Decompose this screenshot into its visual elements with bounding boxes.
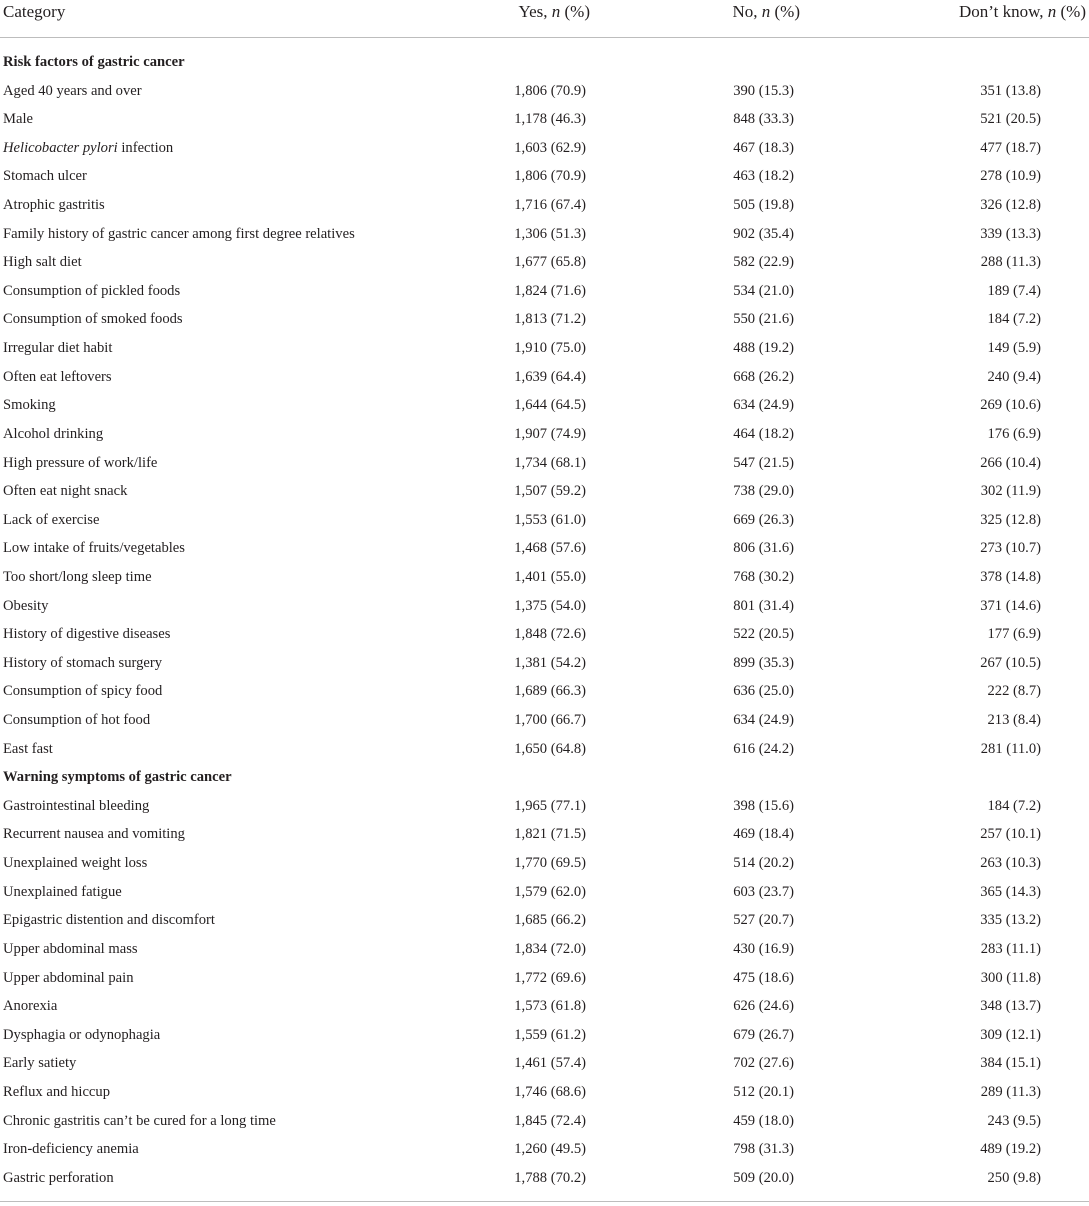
cell-no: 512 (20.1) — [733, 1083, 794, 1100]
cell-category: Often eat night snack — [3, 483, 128, 500]
cell-dont-know: 281 (11.0) — [980, 740, 1041, 757]
table-row — [0, 220, 1089, 249]
table-row — [0, 1049, 1089, 1078]
cell-category: Atrophic gastritis — [3, 197, 105, 214]
table-row — [0, 305, 1089, 334]
cell-category: Low intake of fruits/vegetables — [3, 540, 185, 557]
cell-dont-know: 273 (10.7) — [980, 540, 1041, 557]
cell-category: Upper abdominal mass — [3, 940, 138, 957]
cell-yes: 1,650 (64.8) — [514, 740, 586, 757]
cell-dont-know: 339 (13.3) — [980, 225, 1041, 242]
cell-dont-know: 283 (11.1) — [980, 940, 1041, 957]
cell-dont-know: 263 (10.3) — [980, 855, 1041, 872]
cell-dont-know: 489 (19.2) — [980, 1141, 1041, 1158]
cell-dont-know: 348 (13.7) — [980, 998, 1041, 1015]
cell-yes: 1,746 (68.6) — [514, 1083, 586, 1100]
table-row — [0, 792, 1089, 821]
cell-yes: 1,579 (62.0) — [514, 883, 586, 900]
cell-no: 626 (24.6) — [733, 998, 794, 1015]
cell-no: 463 (18.2) — [733, 168, 794, 185]
cell-no: 527 (20.7) — [733, 912, 794, 929]
table-row — [0, 849, 1089, 878]
cell-yes: 1,603 (62.9) — [514, 139, 586, 156]
cell-dont-know: 213 (8.4) — [987, 712, 1041, 729]
cell-no: 430 (16.9) — [733, 940, 794, 957]
cell-dont-know: 371 (14.6) — [980, 597, 1041, 614]
cell-yes: 1,848 (72.6) — [514, 626, 586, 643]
table-row — [0, 134, 1089, 163]
cell-no: 469 (18.4) — [733, 826, 794, 843]
cell-no: 899 (35.3) — [733, 654, 794, 671]
cell-no: 509 (20.0) — [733, 1169, 794, 1186]
cell-category: Lack of exercise — [3, 511, 100, 528]
cell-dont-know: 189 (7.4) — [987, 282, 1041, 299]
table-row — [0, 477, 1089, 506]
cell-category: Gastrointestinal bleeding — [3, 797, 150, 814]
cell-category: East fast — [3, 740, 53, 757]
cell-yes: 1,306 (51.3) — [514, 225, 586, 242]
header-yes: Yes, n (%) — [518, 2, 590, 21]
cell-dont-know: 326 (12.8) — [980, 197, 1041, 214]
cell-no: 702 (27.6) — [733, 1055, 794, 1072]
table-row — [0, 1078, 1089, 1107]
cell-dont-know: 222 (8.7) — [987, 683, 1041, 700]
cell-category: Smoking — [3, 397, 56, 414]
cell-category: History of digestive diseases — [3, 626, 171, 643]
cell-no: 475 (18.6) — [733, 969, 794, 986]
cell-dont-know: 325 (12.8) — [980, 511, 1041, 528]
section-header-row — [0, 763, 1089, 792]
cell-category: Upper abdominal pain — [3, 969, 134, 986]
cell-yes: 1,834 (72.0) — [514, 940, 586, 957]
cell-category: Consumption of hot food — [3, 712, 151, 729]
cell-category: Iron-deficiency anemia — [3, 1141, 139, 1158]
table-row — [0, 935, 1089, 964]
table-row — [0, 592, 1089, 621]
cell-dont-know: 257 (10.1) — [980, 826, 1041, 843]
cell-category: Dysphagia or odynophagia — [3, 1026, 161, 1043]
cell-yes: 1,821 (71.5) — [514, 826, 586, 843]
cell-no: 738 (29.0) — [733, 483, 794, 500]
header-divider — [0, 37, 1089, 38]
cell-category: Male — [3, 111, 33, 128]
cell-yes: 1,639 (64.4) — [514, 368, 586, 385]
cell-no: 668 (26.2) — [733, 368, 794, 385]
cell-category: Obesity — [3, 597, 49, 614]
cell-category: Consumption of spicy food — [3, 683, 163, 700]
cell-yes: 1,553 (61.0) — [514, 511, 586, 528]
cell-no: 534 (21.0) — [733, 282, 794, 299]
cell-no: 464 (18.2) — [733, 425, 794, 442]
cell-yes: 1,689 (66.3) — [514, 683, 586, 700]
table-row — [0, 906, 1089, 935]
table-header — [0, 0, 1089, 37]
cell-yes: 1,685 (66.2) — [514, 912, 586, 929]
table-row — [0, 820, 1089, 849]
cell-yes: 1,716 (67.4) — [514, 197, 586, 214]
cell-dont-know: 184 (7.2) — [987, 311, 1041, 328]
cell-dont-know: 149 (5.9) — [987, 340, 1041, 357]
cell-category: Stomach ulcer — [3, 168, 87, 185]
cell-yes: 1,806 (70.9) — [514, 82, 586, 99]
table-row — [0, 449, 1089, 478]
cell-category: Consumption of pickled foods — [3, 282, 181, 299]
header-dont-know: Don’t know, n (%) — [958, 2, 1086, 21]
cell-yes: 1,907 (74.9) — [514, 425, 586, 442]
cell-no: 669 (26.3) — [733, 511, 794, 528]
cell-dont-know: 289 (11.3) — [980, 1083, 1041, 1100]
cell-no: 467 (18.3) — [733, 139, 794, 156]
cell-yes: 1,677 (65.8) — [514, 254, 586, 271]
table-row — [0, 363, 1089, 392]
cell-dont-know: 384 (15.1) — [980, 1055, 1041, 1072]
cell-dont-know: 351 (13.8) — [980, 82, 1041, 99]
table-row — [0, 735, 1089, 764]
table-row — [0, 506, 1089, 535]
cell-no: 616 (24.2) — [733, 740, 794, 757]
cell-no: 550 (21.6) — [733, 311, 794, 328]
cell-category: Often eat leftovers — [3, 368, 112, 385]
table-row — [0, 334, 1089, 363]
cell-yes: 1,910 (75.0) — [514, 340, 586, 357]
cell-no: 634 (24.9) — [733, 397, 794, 414]
cell-yes: 1,806 (70.9) — [514, 168, 586, 185]
table-row — [0, 992, 1089, 1021]
table-row — [0, 878, 1089, 907]
cell-no: 848 (33.3) — [733, 111, 794, 128]
cell-yes: 1,468 (57.6) — [514, 540, 586, 557]
cell-yes: 1,772 (69.6) — [514, 969, 586, 986]
cell-no: 547 (21.5) — [733, 454, 794, 471]
table-row — [0, 420, 1089, 449]
cell-category: Irregular diet habit — [3, 340, 113, 357]
cell-dont-know: 240 (9.4) — [987, 368, 1041, 385]
cell-dont-know: 365 (14.3) — [980, 883, 1041, 900]
table-row — [0, 649, 1089, 678]
cell-dont-know: 243 (9.5) — [987, 1112, 1041, 1129]
cell-yes: 1,178 (46.3) — [514, 111, 586, 128]
cell-dont-know: 378 (14.8) — [980, 568, 1041, 585]
table-row — [0, 191, 1089, 220]
cell-yes: 1,573 (61.8) — [514, 998, 586, 1015]
cell-category: Chronic gastritis can’t be cured for a long time — [3, 1112, 276, 1129]
cell-yes: 1,734 (68.1) — [514, 454, 586, 471]
cell-yes: 1,461 (57.4) — [514, 1055, 586, 1072]
cell-dont-know: 250 (9.8) — [987, 1169, 1041, 1186]
cell-category — [3, 134, 173, 162]
cell-yes: 1,401 (55.0) — [514, 568, 586, 585]
cell-category: Anorexia — [3, 998, 58, 1015]
cell-category-text: infection — [117, 139, 174, 156]
cell-dont-know: 269 (10.6) — [980, 397, 1041, 414]
table-row — [0, 277, 1089, 306]
section-title: Warning symptoms of gastric cancer — [3, 769, 232, 786]
table-row — [0, 1135, 1089, 1164]
section-header-row — [0, 48, 1089, 77]
cell-no: 634 (24.9) — [733, 712, 794, 729]
cell-category: Family history of gastric cancer among first degree relatives — [3, 225, 355, 242]
table-row — [0, 677, 1089, 706]
cell-dont-know: 266 (10.4) — [980, 454, 1041, 471]
cell-no: 801 (31.4) — [733, 597, 794, 614]
table-bottom-rule — [0, 1201, 1089, 1202]
cell-category: Consumption of smoked foods — [3, 311, 183, 328]
header-no: No, n (%) — [732, 2, 800, 21]
cell-category: High salt diet — [3, 254, 82, 271]
cell-dont-know: 309 (12.1) — [980, 1026, 1041, 1043]
table-row — [0, 77, 1089, 106]
table-row — [0, 1107, 1089, 1136]
cell-category: Unexplained weight loss — [3, 855, 148, 872]
table-row — [0, 563, 1089, 592]
table-row — [0, 248, 1089, 277]
cell-no: 488 (19.2) — [733, 340, 794, 357]
cell-no: 636 (25.0) — [733, 683, 794, 700]
cell-yes: 1,260 (49.5) — [514, 1141, 586, 1158]
table-row — [0, 1164, 1089, 1193]
cell-category: Unexplained fatigue — [3, 883, 122, 900]
table-row — [0, 1021, 1089, 1050]
table-row — [0, 964, 1089, 993]
cell-category: Early satiety — [3, 1055, 77, 1072]
cell-no: 806 (31.6) — [733, 540, 794, 557]
cell-no: 505 (19.8) — [733, 197, 794, 214]
table-row — [0, 706, 1089, 735]
cell-dont-know: 335 (13.2) — [980, 912, 1041, 929]
cell-no: 679 (26.7) — [733, 1026, 794, 1043]
cell-no: 603 (23.7) — [733, 883, 794, 900]
table-row — [0, 162, 1089, 191]
header-category: Category — [3, 2, 66, 21]
cell-yes: 1,644 (64.5) — [514, 397, 586, 414]
cell-yes: 1,507 (59.2) — [514, 483, 586, 500]
cell-dont-know: 184 (7.2) — [987, 797, 1041, 814]
cell-yes: 1,813 (71.2) — [514, 311, 586, 328]
cell-category: Reflux and hiccup — [3, 1083, 110, 1100]
cell-no: 798 (31.3) — [733, 1141, 794, 1158]
cell-no: 390 (15.3) — [733, 82, 794, 99]
cell-no: 582 (22.9) — [733, 254, 794, 271]
table-row — [0, 391, 1089, 420]
cell-yes: 1,845 (72.4) — [514, 1112, 586, 1129]
table-body — [0, 48, 1089, 1192]
cell-category: Too short/long sleep time — [3, 568, 152, 585]
cell-yes: 1,700 (66.7) — [514, 712, 586, 729]
cell-category: Recurrent nausea and vomiting — [3, 826, 185, 843]
cell-yes: 1,375 (54.0) — [514, 597, 586, 614]
table-row — [0, 534, 1089, 563]
cell-yes: 1,788 (70.2) — [514, 1169, 586, 1186]
cell-dont-know: 278 (10.9) — [980, 168, 1041, 185]
cell-category: Epigastric distention and discomfort — [3, 912, 215, 929]
table-row — [0, 105, 1089, 134]
cell-dont-know: 288 (11.3) — [980, 254, 1041, 271]
table-row — [0, 620, 1089, 649]
cell-yes: 1,559 (61.2) — [514, 1026, 586, 1043]
cell-no: 459 (18.0) — [733, 1112, 794, 1129]
cell-yes: 1,381 (54.2) — [514, 654, 586, 671]
cell-dont-know: 176 (6.9) — [987, 425, 1041, 442]
cell-dont-know: 521 (20.5) — [980, 111, 1041, 128]
cell-dont-know: 300 (11.8) — [980, 969, 1041, 986]
cell-no: 522 (20.5) — [733, 626, 794, 643]
cell-dont-know: 302 (11.9) — [980, 483, 1041, 500]
cell-category: Gastric perforation — [3, 1169, 114, 1186]
cell-no: 398 (15.6) — [733, 797, 794, 814]
cell-yes: 1,824 (71.6) — [514, 282, 586, 299]
section-title: Risk factors of gastric cancer — [3, 54, 185, 70]
cell-dont-know: 267 (10.5) — [980, 654, 1041, 671]
cell-dont-know: 477 (18.7) — [980, 139, 1041, 156]
cell-yes: 1,965 (77.1) — [514, 797, 586, 814]
cell-no: 768 (30.2) — [733, 568, 794, 585]
cell-no: 514 (20.2) — [733, 855, 794, 872]
cell-category-italic: Helicobacter pylori — [3, 139, 118, 156]
cell-no: 902 (35.4) — [733, 225, 794, 242]
cell-category: High pressure of work/life — [3, 454, 158, 471]
cell-category: History of stomach surgery — [3, 654, 163, 671]
cell-yes: 1,770 (69.5) — [514, 855, 586, 872]
cell-category: Alcohol drinking — [3, 425, 104, 442]
cell-category: Aged 40 years and over — [3, 82, 142, 99]
cell-dont-know: 177 (6.9) — [987, 626, 1041, 643]
